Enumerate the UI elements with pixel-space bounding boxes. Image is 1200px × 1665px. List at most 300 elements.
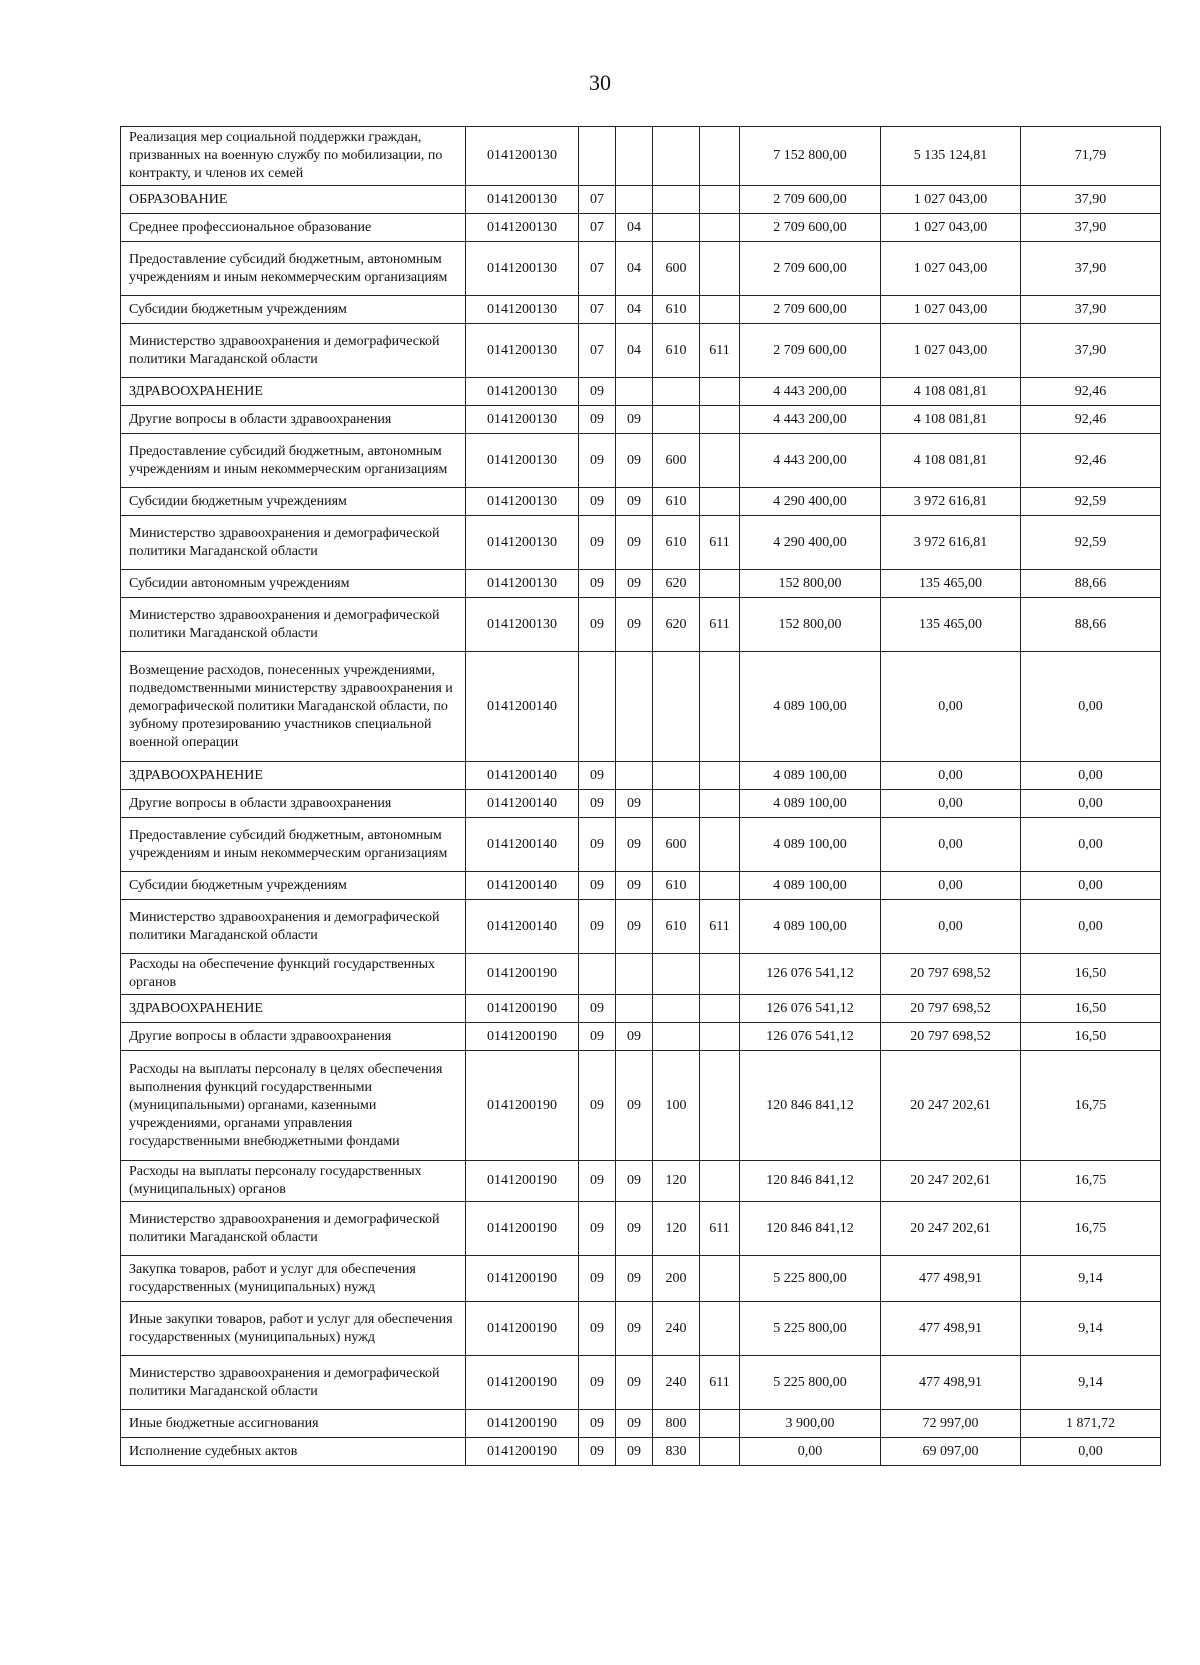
row-section: 07 bbox=[579, 324, 616, 378]
row-section: 09 bbox=[579, 1302, 616, 1356]
row-actual-amount: 20 797 698,52 bbox=[881, 995, 1021, 1023]
table-row bbox=[121, 954, 1161, 995]
row-execution-percent: 71,79 bbox=[1021, 127, 1161, 186]
row-name: Субсидии автономным учреждениям bbox=[121, 570, 466, 598]
row-planned-amount: 4 089 100,00 bbox=[740, 762, 881, 790]
table-row bbox=[121, 1256, 1161, 1302]
row-planned-amount: 126 076 541,12 bbox=[740, 995, 881, 1023]
row-planned-amount: 4 089 100,00 bbox=[740, 900, 881, 954]
row-section: 07 bbox=[579, 186, 616, 214]
row-expense-type: 240 bbox=[653, 1302, 700, 1356]
row-planned-amount: 4 443 200,00 bbox=[740, 406, 881, 434]
row-actual-amount: 3 972 616,81 bbox=[881, 516, 1021, 570]
row-admin-code bbox=[700, 296, 740, 324]
row-admin-code bbox=[700, 1051, 740, 1161]
row-subsection bbox=[616, 995, 653, 1023]
row-subsection bbox=[616, 127, 653, 186]
table-row bbox=[121, 406, 1161, 434]
table-row bbox=[121, 1302, 1161, 1356]
row-execution-percent: 16,75 bbox=[1021, 1202, 1161, 1256]
row-name: Среднее профессиональное образование bbox=[121, 214, 466, 242]
row-admin-code bbox=[700, 1256, 740, 1302]
row-admin-code bbox=[700, 1410, 740, 1438]
row-actual-amount: 20 797 698,52 bbox=[881, 954, 1021, 995]
row-expense-type: 600 bbox=[653, 818, 700, 872]
row-section: 09 bbox=[579, 1023, 616, 1051]
row-actual-amount: 72 997,00 bbox=[881, 1410, 1021, 1438]
row-execution-percent: 92,59 bbox=[1021, 516, 1161, 570]
row-planned-amount: 4 443 200,00 bbox=[740, 378, 881, 406]
row-subsection: 09 bbox=[616, 488, 653, 516]
row-name: Министерство здравоохранения и демографической политики Магаданской области bbox=[121, 1356, 466, 1410]
row-name: Расходы на выплаты персоналу государственных (муниципальных) органов bbox=[121, 1161, 466, 1202]
row-admin-code bbox=[700, 1161, 740, 1202]
row-execution-percent: 9,14 bbox=[1021, 1256, 1161, 1302]
row-target-code: 0141200130 bbox=[466, 406, 579, 434]
table-row bbox=[121, 818, 1161, 872]
row-planned-amount: 2 709 600,00 bbox=[740, 242, 881, 296]
row-execution-percent: 0,00 bbox=[1021, 762, 1161, 790]
row-name: Исполнение судебных актов bbox=[121, 1438, 466, 1466]
row-actual-amount: 0,00 bbox=[881, 900, 1021, 954]
row-name: Иные бюджетные ассигнования bbox=[121, 1410, 466, 1438]
table-row bbox=[121, 214, 1161, 242]
row-subsection: 09 bbox=[616, 516, 653, 570]
row-actual-amount: 477 498,91 bbox=[881, 1302, 1021, 1356]
row-expense-type bbox=[653, 127, 700, 186]
row-expense-type: 610 bbox=[653, 488, 700, 516]
row-section: 09 bbox=[579, 434, 616, 488]
row-expense-type bbox=[653, 790, 700, 818]
row-actual-amount: 1 027 043,00 bbox=[881, 242, 1021, 296]
table-row bbox=[121, 488, 1161, 516]
row-name: Субсидии бюджетным учреждениям bbox=[121, 488, 466, 516]
row-execution-percent: 9,14 bbox=[1021, 1356, 1161, 1410]
row-subsection: 09 bbox=[616, 1161, 653, 1202]
table-row bbox=[121, 1410, 1161, 1438]
row-actual-amount: 4 108 081,81 bbox=[881, 378, 1021, 406]
table-row bbox=[121, 1161, 1161, 1202]
row-admin-code bbox=[700, 652, 740, 762]
row-execution-percent: 37,90 bbox=[1021, 214, 1161, 242]
row-planned-amount: 2 709 600,00 bbox=[740, 214, 881, 242]
row-admin-code bbox=[700, 488, 740, 516]
row-target-code: 0141200190 bbox=[466, 954, 579, 995]
row-actual-amount: 1 027 043,00 bbox=[881, 296, 1021, 324]
row-subsection: 09 bbox=[616, 900, 653, 954]
row-admin-code bbox=[700, 790, 740, 818]
row-name: Субсидии бюджетным учреждениям bbox=[121, 872, 466, 900]
table-row bbox=[121, 1051, 1161, 1161]
row-admin-code bbox=[700, 378, 740, 406]
row-expense-type: 600 bbox=[653, 242, 700, 296]
row-name: Иные закупки товаров, работ и услуг для обеспечения государственных (муниципальных) нужд bbox=[121, 1302, 466, 1356]
row-subsection: 04 bbox=[616, 214, 653, 242]
row-actual-amount: 69 097,00 bbox=[881, 1438, 1021, 1466]
row-section bbox=[579, 127, 616, 186]
row-section: 09 bbox=[579, 1202, 616, 1256]
row-expense-type bbox=[653, 186, 700, 214]
row-target-code: 0141200130 bbox=[466, 598, 579, 652]
row-planned-amount: 120 846 841,12 bbox=[740, 1161, 881, 1202]
row-subsection: 09 bbox=[616, 406, 653, 434]
row-section bbox=[579, 652, 616, 762]
row-planned-amount: 4 290 400,00 bbox=[740, 516, 881, 570]
row-target-code: 0141200140 bbox=[466, 900, 579, 954]
row-section: 09 bbox=[579, 900, 616, 954]
row-target-code: 0141200190 bbox=[466, 1202, 579, 1256]
row-admin-code bbox=[700, 434, 740, 488]
row-planned-amount: 4 290 400,00 bbox=[740, 488, 881, 516]
row-name: Другие вопросы в области здравоохранения bbox=[121, 790, 466, 818]
row-admin-code bbox=[700, 570, 740, 598]
row-target-code: 0141200140 bbox=[466, 762, 579, 790]
row-planned-amount: 5 225 800,00 bbox=[740, 1356, 881, 1410]
table-row bbox=[121, 127, 1161, 186]
row-target-code: 0141200190 bbox=[466, 1051, 579, 1161]
row-expense-type: 800 bbox=[653, 1410, 700, 1438]
row-target-code: 0141200190 bbox=[466, 1438, 579, 1466]
row-subsection bbox=[616, 652, 653, 762]
row-name: ОБРАЗОВАНИЕ bbox=[121, 186, 466, 214]
row-name: ЗДРАВООХРАНЕНИЕ bbox=[121, 995, 466, 1023]
row-name: Министерство здравоохранения и демографической политики Магаданской области bbox=[121, 900, 466, 954]
row-planned-amount: 3 900,00 bbox=[740, 1410, 881, 1438]
row-expense-type: 100 bbox=[653, 1051, 700, 1161]
row-admin-code bbox=[700, 214, 740, 242]
table-row bbox=[121, 570, 1161, 598]
row-planned-amount: 0,00 bbox=[740, 1438, 881, 1466]
row-admin-code bbox=[700, 1023, 740, 1051]
row-planned-amount: 152 800,00 bbox=[740, 570, 881, 598]
row-admin-code bbox=[700, 1302, 740, 1356]
row-name: ЗДРАВООХРАНЕНИЕ bbox=[121, 762, 466, 790]
row-target-code: 0141200130 bbox=[466, 516, 579, 570]
row-actual-amount: 1 027 043,00 bbox=[881, 324, 1021, 378]
row-actual-amount: 0,00 bbox=[881, 818, 1021, 872]
row-actual-amount: 477 498,91 bbox=[881, 1356, 1021, 1410]
row-execution-percent: 0,00 bbox=[1021, 1438, 1161, 1466]
row-name: Расходы на выплаты персоналу в целях обеспечения выполнения функций государственными (муниципальными) органами, казенными учреждениями, органами управления государственными внебюджетными фондами bbox=[121, 1051, 466, 1161]
row-target-code: 0141200140 bbox=[466, 818, 579, 872]
row-execution-percent: 16,75 bbox=[1021, 1051, 1161, 1161]
row-target-code: 0141200130 bbox=[466, 186, 579, 214]
row-planned-amount: 2 709 600,00 bbox=[740, 296, 881, 324]
row-section: 09 bbox=[579, 488, 616, 516]
row-section bbox=[579, 954, 616, 995]
row-subsection: 09 bbox=[616, 1202, 653, 1256]
row-planned-amount: 152 800,00 bbox=[740, 598, 881, 652]
row-target-code: 0141200130 bbox=[466, 127, 579, 186]
row-section: 09 bbox=[579, 1356, 616, 1410]
row-section: 07 bbox=[579, 214, 616, 242]
row-section: 09 bbox=[579, 598, 616, 652]
row-admin-code: 611 bbox=[700, 1202, 740, 1256]
row-planned-amount: 5 225 800,00 bbox=[740, 1302, 881, 1356]
row-expense-type bbox=[653, 762, 700, 790]
row-expense-type: 600 bbox=[653, 434, 700, 488]
row-section: 09 bbox=[579, 1051, 616, 1161]
row-subsection bbox=[616, 378, 653, 406]
row-execution-percent: 37,90 bbox=[1021, 324, 1161, 378]
row-target-code: 0141200190 bbox=[466, 1256, 579, 1302]
row-actual-amount: 20 797 698,52 bbox=[881, 1023, 1021, 1051]
row-admin-code bbox=[700, 406, 740, 434]
row-planned-amount: 4 089 100,00 bbox=[740, 790, 881, 818]
row-subsection: 09 bbox=[616, 1051, 653, 1161]
row-name: Министерство здравоохранения и демографической политики Магаданской области bbox=[121, 598, 466, 652]
row-actual-amount: 5 135 124,81 bbox=[881, 127, 1021, 186]
row-expense-type bbox=[653, 378, 700, 406]
row-target-code: 0141200130 bbox=[466, 324, 579, 378]
row-target-code: 0141200130 bbox=[466, 434, 579, 488]
table-row bbox=[121, 296, 1161, 324]
table-row bbox=[121, 790, 1161, 818]
row-section: 09 bbox=[579, 406, 616, 434]
row-planned-amount: 4 089 100,00 bbox=[740, 652, 881, 762]
row-expense-type: 610 bbox=[653, 872, 700, 900]
row-planned-amount: 120 846 841,12 bbox=[740, 1202, 881, 1256]
row-execution-percent: 92,46 bbox=[1021, 434, 1161, 488]
row-subsection: 09 bbox=[616, 1256, 653, 1302]
row-expense-type: 120 bbox=[653, 1161, 700, 1202]
row-execution-percent: 0,00 bbox=[1021, 790, 1161, 818]
row-target-code: 0141200130 bbox=[466, 296, 579, 324]
row-admin-code bbox=[700, 242, 740, 296]
row-subsection: 09 bbox=[616, 818, 653, 872]
table-row bbox=[121, 1438, 1161, 1466]
page-number: 30 bbox=[589, 70, 611, 95]
row-name: Расходы на обеспечение функций государственных органов bbox=[121, 954, 466, 995]
row-admin-code: 611 bbox=[700, 900, 740, 954]
row-section: 09 bbox=[579, 1410, 616, 1438]
row-planned-amount: 126 076 541,12 bbox=[740, 1023, 881, 1051]
row-actual-amount: 1 027 043,00 bbox=[881, 186, 1021, 214]
row-subsection: 09 bbox=[616, 1023, 653, 1051]
row-admin-code: 611 bbox=[700, 324, 740, 378]
budget-table bbox=[120, 126, 1161, 1466]
row-expense-type bbox=[653, 995, 700, 1023]
row-subsection: 09 bbox=[616, 1438, 653, 1466]
row-target-code: 0141200140 bbox=[466, 790, 579, 818]
row-name: Министерство здравоохранения и демографической политики Магаданской области bbox=[121, 324, 466, 378]
row-name: Другие вопросы в области здравоохранения bbox=[121, 1023, 466, 1051]
row-target-code: 0141200190 bbox=[466, 1302, 579, 1356]
row-section: 07 bbox=[579, 296, 616, 324]
row-section: 09 bbox=[579, 818, 616, 872]
row-target-code: 0141200130 bbox=[466, 570, 579, 598]
row-target-code: 0141200130 bbox=[466, 488, 579, 516]
row-planned-amount: 2 709 600,00 bbox=[740, 186, 881, 214]
row-execution-percent: 37,90 bbox=[1021, 296, 1161, 324]
row-target-code: 0141200190 bbox=[466, 1356, 579, 1410]
row-planned-amount: 126 076 541,12 bbox=[740, 954, 881, 995]
row-name: Закупка товаров, работ и услуг для обеспечения государственных (муниципальных) нужд bbox=[121, 1256, 466, 1302]
row-admin-code bbox=[700, 995, 740, 1023]
row-planned-amount: 5 225 800,00 bbox=[740, 1256, 881, 1302]
row-actual-amount: 0,00 bbox=[881, 652, 1021, 762]
row-admin-code: 611 bbox=[700, 598, 740, 652]
row-expense-type: 240 bbox=[653, 1356, 700, 1410]
row-actual-amount: 20 247 202,61 bbox=[881, 1161, 1021, 1202]
row-actual-amount: 477 498,91 bbox=[881, 1256, 1021, 1302]
row-section: 07 bbox=[579, 242, 616, 296]
row-subsection: 09 bbox=[616, 1410, 653, 1438]
row-subsection bbox=[616, 186, 653, 214]
row-target-code: 0141200130 bbox=[466, 214, 579, 242]
row-actual-amount: 20 247 202,61 bbox=[881, 1202, 1021, 1256]
row-subsection: 09 bbox=[616, 598, 653, 652]
row-admin-code bbox=[700, 954, 740, 995]
row-execution-percent: 0,00 bbox=[1021, 818, 1161, 872]
table-row bbox=[121, 186, 1161, 214]
row-section: 09 bbox=[579, 790, 616, 818]
row-planned-amount: 4 443 200,00 bbox=[740, 434, 881, 488]
table-row bbox=[121, 1202, 1161, 1256]
row-actual-amount: 4 108 081,81 bbox=[881, 406, 1021, 434]
row-expense-type: 610 bbox=[653, 296, 700, 324]
table-row bbox=[121, 242, 1161, 296]
row-subsection: 09 bbox=[616, 1302, 653, 1356]
row-expense-type: 610 bbox=[653, 900, 700, 954]
row-execution-percent: 0,00 bbox=[1021, 900, 1161, 954]
table-row bbox=[121, 1023, 1161, 1051]
table-row bbox=[121, 434, 1161, 488]
row-target-code: 0141200190 bbox=[466, 1161, 579, 1202]
row-expense-type bbox=[653, 214, 700, 242]
table-row bbox=[121, 995, 1161, 1023]
row-expense-type bbox=[653, 652, 700, 762]
row-admin-code bbox=[700, 186, 740, 214]
row-section: 09 bbox=[579, 1438, 616, 1466]
row-expense-type bbox=[653, 406, 700, 434]
row-expense-type: 620 bbox=[653, 570, 700, 598]
row-execution-percent: 37,90 bbox=[1021, 242, 1161, 296]
row-expense-type: 830 bbox=[653, 1438, 700, 1466]
row-target-code: 0141200140 bbox=[466, 872, 579, 900]
row-name: Министерство здравоохранения и демографической политики Магаданской области bbox=[121, 516, 466, 570]
row-subsection: 04 bbox=[616, 296, 653, 324]
row-subsection: 04 bbox=[616, 242, 653, 296]
row-actual-amount: 4 108 081,81 bbox=[881, 434, 1021, 488]
row-planned-amount: 4 089 100,00 bbox=[740, 818, 881, 872]
row-target-code: 0141200140 bbox=[466, 652, 579, 762]
row-name: Министерство здравоохранения и демографической политики Магаданской области bbox=[121, 1202, 466, 1256]
row-admin-code: 611 bbox=[700, 516, 740, 570]
row-name: Предоставление субсидий бюджетным, автономным учреждениям и иным некоммерческим организациям bbox=[121, 434, 466, 488]
row-actual-amount: 0,00 bbox=[881, 762, 1021, 790]
table-row bbox=[121, 900, 1161, 954]
row-section: 09 bbox=[579, 378, 616, 406]
row-actual-amount: 135 465,00 bbox=[881, 598, 1021, 652]
row-target-code: 0141200130 bbox=[466, 242, 579, 296]
table-row bbox=[121, 1356, 1161, 1410]
row-expense-type bbox=[653, 1023, 700, 1051]
row-execution-percent: 16,50 bbox=[1021, 1023, 1161, 1051]
row-name: Субсидии бюджетным учреждениям bbox=[121, 296, 466, 324]
row-subsection: 09 bbox=[616, 872, 653, 900]
row-subsection: 09 bbox=[616, 1356, 653, 1410]
row-name: Предоставление субсидий бюджетным, автономным учреждениям и иным некоммерческим организациям bbox=[121, 818, 466, 872]
table-row bbox=[121, 516, 1161, 570]
row-admin-code bbox=[700, 1438, 740, 1466]
row-execution-percent: 92,46 bbox=[1021, 406, 1161, 434]
row-actual-amount: 3 972 616,81 bbox=[881, 488, 1021, 516]
row-planned-amount: 4 089 100,00 bbox=[740, 872, 881, 900]
row-execution-percent: 16,75 bbox=[1021, 1161, 1161, 1202]
row-execution-percent: 37,90 bbox=[1021, 186, 1161, 214]
row-admin-code bbox=[700, 872, 740, 900]
row-actual-amount: 0,00 bbox=[881, 790, 1021, 818]
row-section: 09 bbox=[579, 872, 616, 900]
table-row bbox=[121, 598, 1161, 652]
row-actual-amount: 20 247 202,61 bbox=[881, 1051, 1021, 1161]
row-subsection bbox=[616, 954, 653, 995]
row-expense-type: 200 bbox=[653, 1256, 700, 1302]
row-actual-amount: 135 465,00 bbox=[881, 570, 1021, 598]
row-expense-type: 610 bbox=[653, 324, 700, 378]
table-row bbox=[121, 872, 1161, 900]
row-expense-type bbox=[653, 954, 700, 995]
row-section: 09 bbox=[579, 516, 616, 570]
row-target-code: 0141200190 bbox=[466, 1410, 579, 1438]
row-execution-percent: 16,50 bbox=[1021, 995, 1161, 1023]
row-subsection: 09 bbox=[616, 434, 653, 488]
row-expense-type: 610 bbox=[653, 516, 700, 570]
row-execution-percent: 0,00 bbox=[1021, 872, 1161, 900]
row-execution-percent: 0,00 bbox=[1021, 652, 1161, 762]
row-subsection: 09 bbox=[616, 790, 653, 818]
row-name: Реализация мер социальной поддержки граждан, призванных на военную службу по мобилизации, по контракту, и членов их семей bbox=[121, 127, 466, 186]
row-execution-percent: 9,14 bbox=[1021, 1302, 1161, 1356]
row-admin-code bbox=[700, 818, 740, 872]
row-actual-amount: 1 027 043,00 bbox=[881, 214, 1021, 242]
row-section: 09 bbox=[579, 1256, 616, 1302]
row-name: Предоставление субсидий бюджетным, автономным учреждениям и иным некоммерческим организациям bbox=[121, 242, 466, 296]
row-admin-code bbox=[700, 762, 740, 790]
row-name: Возмещение расходов, понесенных учреждениями, подведомственными министерству здравоохранения и демографической политики Магаданской области, по зубному протезированию участников специальной военной операции bbox=[121, 652, 466, 762]
row-section: 09 bbox=[579, 762, 616, 790]
row-section: 09 bbox=[579, 570, 616, 598]
table-row bbox=[121, 652, 1161, 762]
row-actual-amount: 0,00 bbox=[881, 872, 1021, 900]
row-admin-code bbox=[700, 127, 740, 186]
row-subsection bbox=[616, 762, 653, 790]
row-execution-percent: 88,66 bbox=[1021, 570, 1161, 598]
row-name: ЗДРАВООХРАНЕНИЕ bbox=[121, 378, 466, 406]
row-target-code: 0141200190 bbox=[466, 1023, 579, 1051]
row-admin-code: 611 bbox=[700, 1356, 740, 1410]
row-execution-percent: 1 871,72 bbox=[1021, 1410, 1161, 1438]
row-target-code: 0141200190 bbox=[466, 995, 579, 1023]
row-section: 09 bbox=[579, 1161, 616, 1202]
row-section: 09 bbox=[579, 995, 616, 1023]
row-planned-amount: 2 709 600,00 bbox=[740, 324, 881, 378]
row-execution-percent: 92,46 bbox=[1021, 378, 1161, 406]
row-name: Другие вопросы в области здравоохранения bbox=[121, 406, 466, 434]
budget-table-body bbox=[121, 127, 1161, 1466]
table-row bbox=[121, 762, 1161, 790]
table-row bbox=[121, 378, 1161, 406]
row-planned-amount: 7 152 800,00 bbox=[740, 127, 881, 186]
row-target-code: 0141200130 bbox=[466, 378, 579, 406]
row-expense-type: 120 bbox=[653, 1202, 700, 1256]
row-execution-percent: 16,50 bbox=[1021, 954, 1161, 995]
row-execution-percent: 88,66 bbox=[1021, 598, 1161, 652]
row-planned-amount: 120 846 841,12 bbox=[740, 1051, 881, 1161]
table-row bbox=[121, 324, 1161, 378]
row-subsection: 04 bbox=[616, 324, 653, 378]
